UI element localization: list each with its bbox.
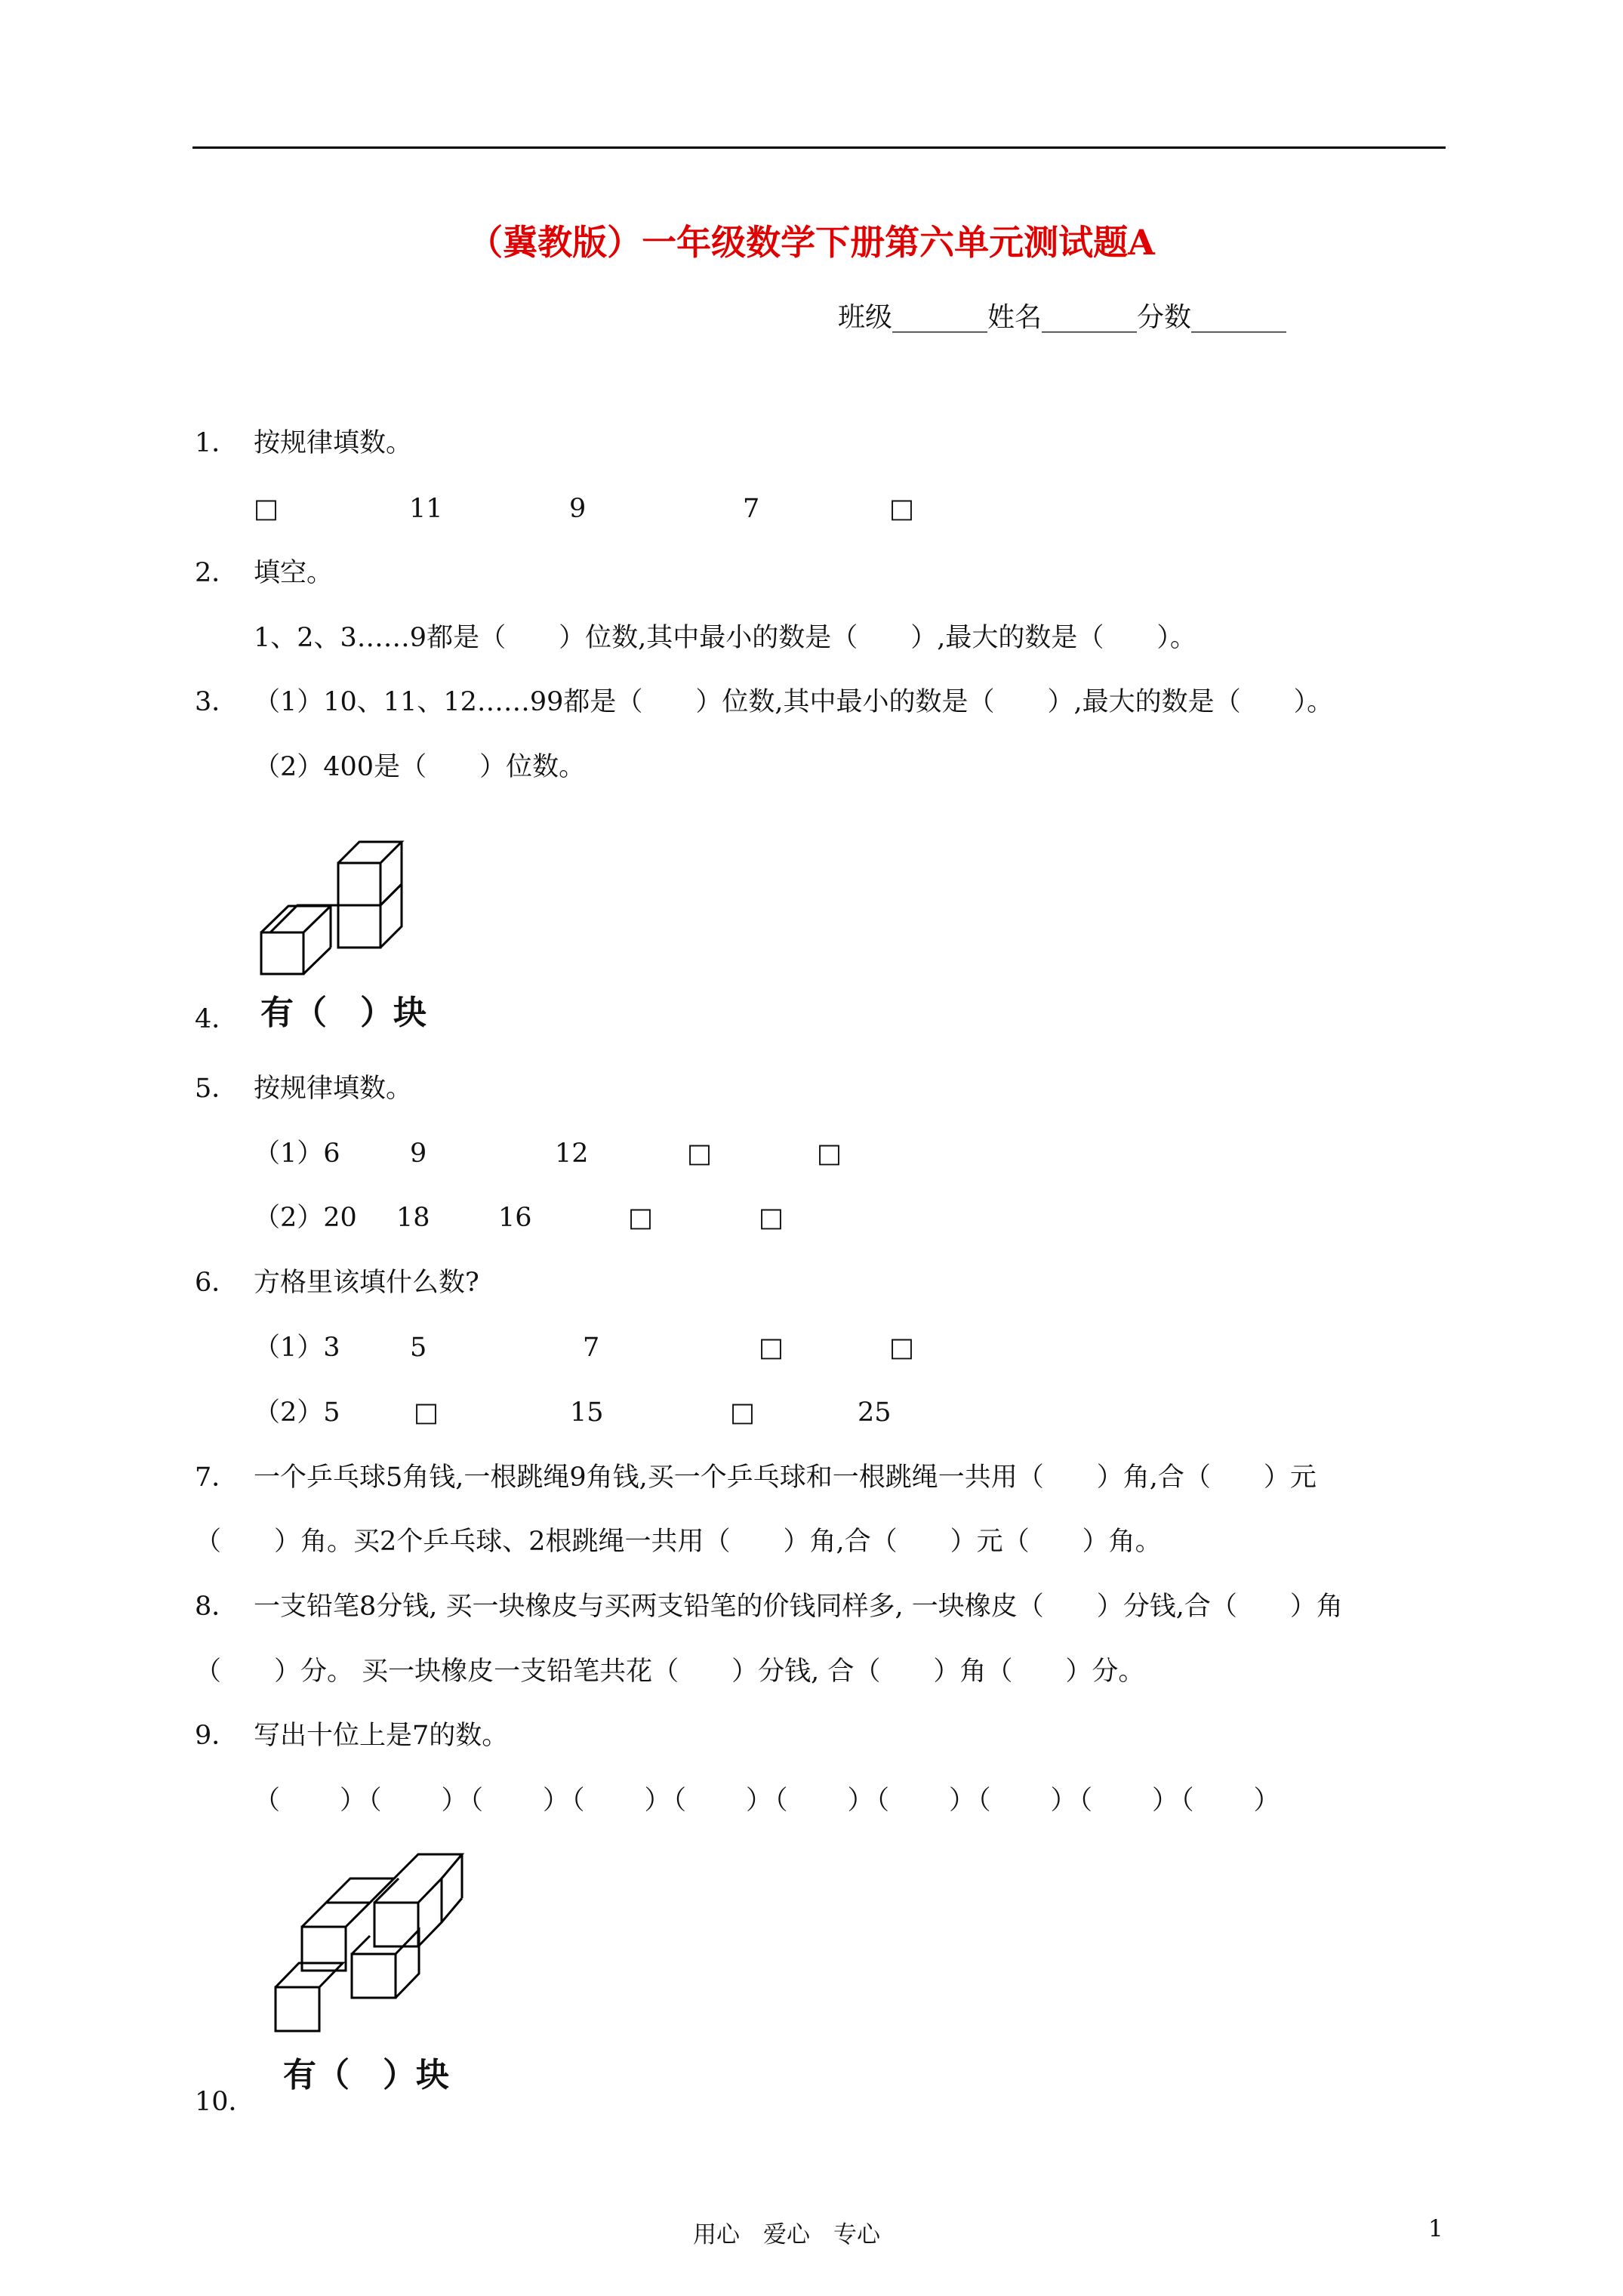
q2-text: 填空。 [254, 558, 334, 588]
q6-row2-item: 15 [570, 1398, 604, 1428]
q10-number: 10． [195, 2087, 255, 2117]
q8-line1: 一支铅笔8分钱, 买一块橡皮与买两支铅笔的价钱同样多, 一块橡皮（ ）分钱,合（ ）角 [254, 1592, 1343, 1622]
page-title: （冀教版）一年级数学下册第六单元测试题A [468, 222, 1155, 263]
q4-cube-figure [249, 819, 430, 985]
q7-number: 7． [195, 1462, 239, 1493]
q1-seq-item: □ [889, 494, 915, 524]
q7-line2: （ ）角。买2个乒乓球、2根跳绳一共用（ ）角,合（ ）元（ ）角。 [195, 1527, 1162, 1557]
q1-number: 1． [195, 428, 239, 458]
q1-seq-item: 11 [409, 494, 443, 524]
header-rule [192, 146, 1446, 149]
q3-number: 3． [195, 687, 239, 717]
q6-row1-label: （1）3 [254, 1333, 340, 1363]
q6-row1-item: □ [759, 1333, 784, 1363]
q1-seq-item: 9 [569, 494, 587, 524]
q3-line2: （2）400是（ ）位数。 [254, 752, 586, 782]
q2-line: 1、2、3……9都是（ ）位数,其中最小的数是（ ）,最大的数是（ ）。 [254, 623, 1196, 653]
q6-text: 方格里该填什么数? [254, 1268, 479, 1298]
q5-number: 5． [195, 1074, 239, 1104]
q6-row1-item: 7 [583, 1333, 600, 1363]
student-info-line: 班级_______姓名_______分数_______ [838, 302, 1287, 333]
q1-seq-item: □ [254, 494, 279, 524]
q9-number: 9． [195, 1721, 239, 1751]
q6-row2-item: □ [414, 1398, 439, 1428]
q6-row1-item: □ [889, 1333, 915, 1363]
q6-row2-label: （2）5 [254, 1398, 340, 1428]
q9-blanks: （ ）（ ）（ ）（ ）（ ）（ ）（ ）（ ）（ ）（ ） [254, 1786, 1283, 1816]
q6-row2-item: 25 [858, 1398, 892, 1428]
q1-seq-item: 7 [743, 494, 760, 524]
page-number: 1 [1428, 2215, 1443, 2242]
q5-row2-label: （2）20 [254, 1203, 357, 1233]
q6-row2-item: □ [730, 1398, 756, 1428]
q4-caption: 有（ ）块 [260, 994, 427, 1032]
q5-row1-item: □ [817, 1139, 842, 1169]
footer-motto: 用心 爱心 专心 [693, 2221, 880, 2248]
q9-text: 写出十位上是7的数。 [254, 1721, 509, 1751]
q5-row2-item: □ [759, 1203, 784, 1233]
q1-text: 按规律填数。 [254, 428, 413, 458]
q5-row2-item: 16 [498, 1203, 532, 1233]
q8-line2: （ ）分。 买一块橡皮一支铅笔共花（ ）分钱, 合（ ）角（ ）分。 [195, 1657, 1145, 1687]
q5-row2-item: □ [628, 1203, 654, 1233]
q10-caption: 有（ ）块 [283, 2056, 449, 2094]
q5-row1-item: 12 [555, 1139, 589, 1169]
q7-line1: 一个乒乓球5角钱,一根跳绳9角钱,买一个乒乓球和一根跳绳一共用（ ）角,合（ ）元 [254, 1462, 1317, 1493]
q5-row1-label: （1）6 [254, 1139, 340, 1169]
q5-row1-item: □ [687, 1139, 713, 1169]
q5-text: 按规律填数。 [254, 1074, 413, 1104]
q2-number: 2． [195, 558, 239, 588]
q8-number: 8． [195, 1592, 239, 1622]
q3-line1: （1）10、11、12……99都是（ ）位数,其中最小的数是（ ）,最大的数是（ ）。 [254, 687, 1334, 717]
q5-row1-item: 9 [410, 1139, 427, 1169]
q6-number: 6． [195, 1268, 239, 1298]
q6-row1-item: 5 [410, 1333, 427, 1363]
q4-number: 4． [195, 1004, 239, 1034]
q10-cube-figure [264, 1842, 483, 2039]
q5-row2-item: 18 [396, 1203, 430, 1233]
